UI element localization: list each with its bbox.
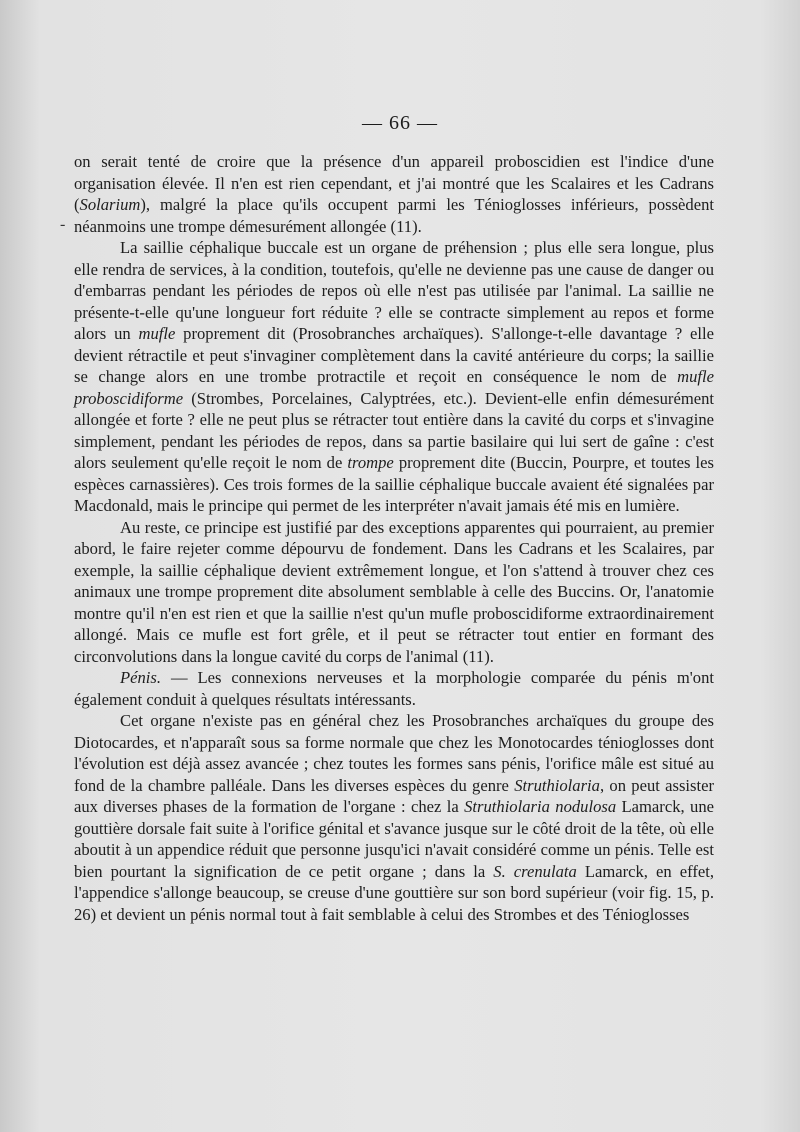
text-run: ), malgré la place qu'ils occupent parmi les Ténioglosses inférieurs, possèdent néanmoins une trompe démesurément allongée (11). [74,195,714,236]
text-run: La saillie céphalique buccale est un organe de préhension ; plus elle sera longue, plus elle rendra de services, à la condition, toutefois, qu'elle ne devienne pas une cause de danger ou d'embarras pendant les périodes de repos où elle n'est pas utilisée par l'animal. La saillie ne présente-t-elle qu'une longueur fort réduite ? elle se contracte simplement au repos et forme alors un [74,238,714,343]
text-run: on serait tenté de croire que la présence d'un appareil proboscidien est l'indice d'une organisation élevée. Il n'en est rien cependant, et j'ai montré que les Scalaires et les Cadrans ( [74,152,714,214]
text-run: — Les connexions nerveuses et la morphologie comparée du pénis m'ont également conduit à quelques résultats intéressants. [74,668,714,709]
paragraph [74,667,714,710]
paragraph [74,517,714,668]
text-run: Lamarck, en effet, l'appendice s'allonge beaucoup, se creuse d'une gouttière sur son bord supérieur (voir fig. 15, p. 26) et devient un pénis normal tout à fait semblable à celui des Strombes et des Ténioglosses [74,861,714,924]
italic-text: mufle [138,324,176,343]
italic-text: Struthiolaria [514,775,600,795]
page-number: — 66 — [362,112,438,134]
text-run: , on peut assister aux diverses phases de la formation de l'organe : chez la [74,775,715,816]
italic-text: trompe [347,453,394,472]
text-run: Cet organe n'existe pas en général chez les Prosobranches archaïques du groupe des Diotocardes, et n'apparaît sous sa forme normale que chez les Monotocardes ténioglosses dont l'évolution est déjà assez avancée ; chez toutes les formes sans pénis, l'orifice mâle est situé au fond de la chambre palléale. Dans les diverses espèces du genre [74,711,714,795]
text-run: Lamarck, une gouttière dorsale fait suite à l'orifice génital et s'avance jusque sur le côté droit de la tête, où elle aboutit à un appendice réduit que personne jusqu'ici n'avait considéré comme un pénis. Telle est bien pourtant la signification de ce petit organe ; dans la [74,797,714,881]
body-text [74,151,714,925]
text-run: proprement dite (Buccin, Pourpre, et toutes les espèces carnassières). Ces trois formes de la saillie céphalique buccale avaient été signalées par Macdonald, mais le principe qui permet de les interpréter n'avait jamais été mis en lumière. [74,453,714,515]
italic-text: Struthiolaria nodulosa [464,797,617,816]
text-run: proprement dit (Prosobranches archaïques). S'allonge-t-elle davantage ? elle devient rétractile et peut s'invaginer complètement dans la cavité antérieure du corps; la saillie se change alors en une trombe protractile et reçoit en conséquence le nom de [74,324,714,386]
text-run: (Strombes, Porcelaines, Calyptrées, etc.). Devient-elle enfin démesurément allongée et forte ? elle ne peut plus se rétracter tout entière dans la cavité du corps et s'invagine simplement, pendant les périodes de repos, dans sa partie basilaire qui lui sert de gaîne : c'est alors seulement qu'elle reçoit le nom de [74,388,714,472]
italic-text: Solarium [79,195,141,214]
margin-mark: - [60,216,66,233]
text-run: Au reste, ce principe est justifié par des exceptions apparentes qui pourraient, au premier abord, le faire rejeter comme dépourvu de fondement. Dans les Cadrans et les Scalaires, par exemple, la saillie céphalique devient extrêmement longue, et l'on s'attend à trouver chez ces animaux une trompe proprement dite absolument semblable à celle des Buccins. Or, l'anatomie montre qu'il n'en est rien et que la saillie n'est qu'un mufle proboscidiforme extraordinairement allongé. Mais ce mufle est fort grêle, et il peut se rétracter tout entier en formant des circonvolutions dans la longue cavité du corps de l'animal (11). [74,517,714,666]
italic-text: S. crenulata [493,861,577,881]
italic-text: Pénis. [120,668,162,687]
paragraph [74,151,714,237]
paragraph [74,710,714,925]
italic-text: mufle proboscidiforme [74,367,714,408]
paragraph [74,237,714,517]
